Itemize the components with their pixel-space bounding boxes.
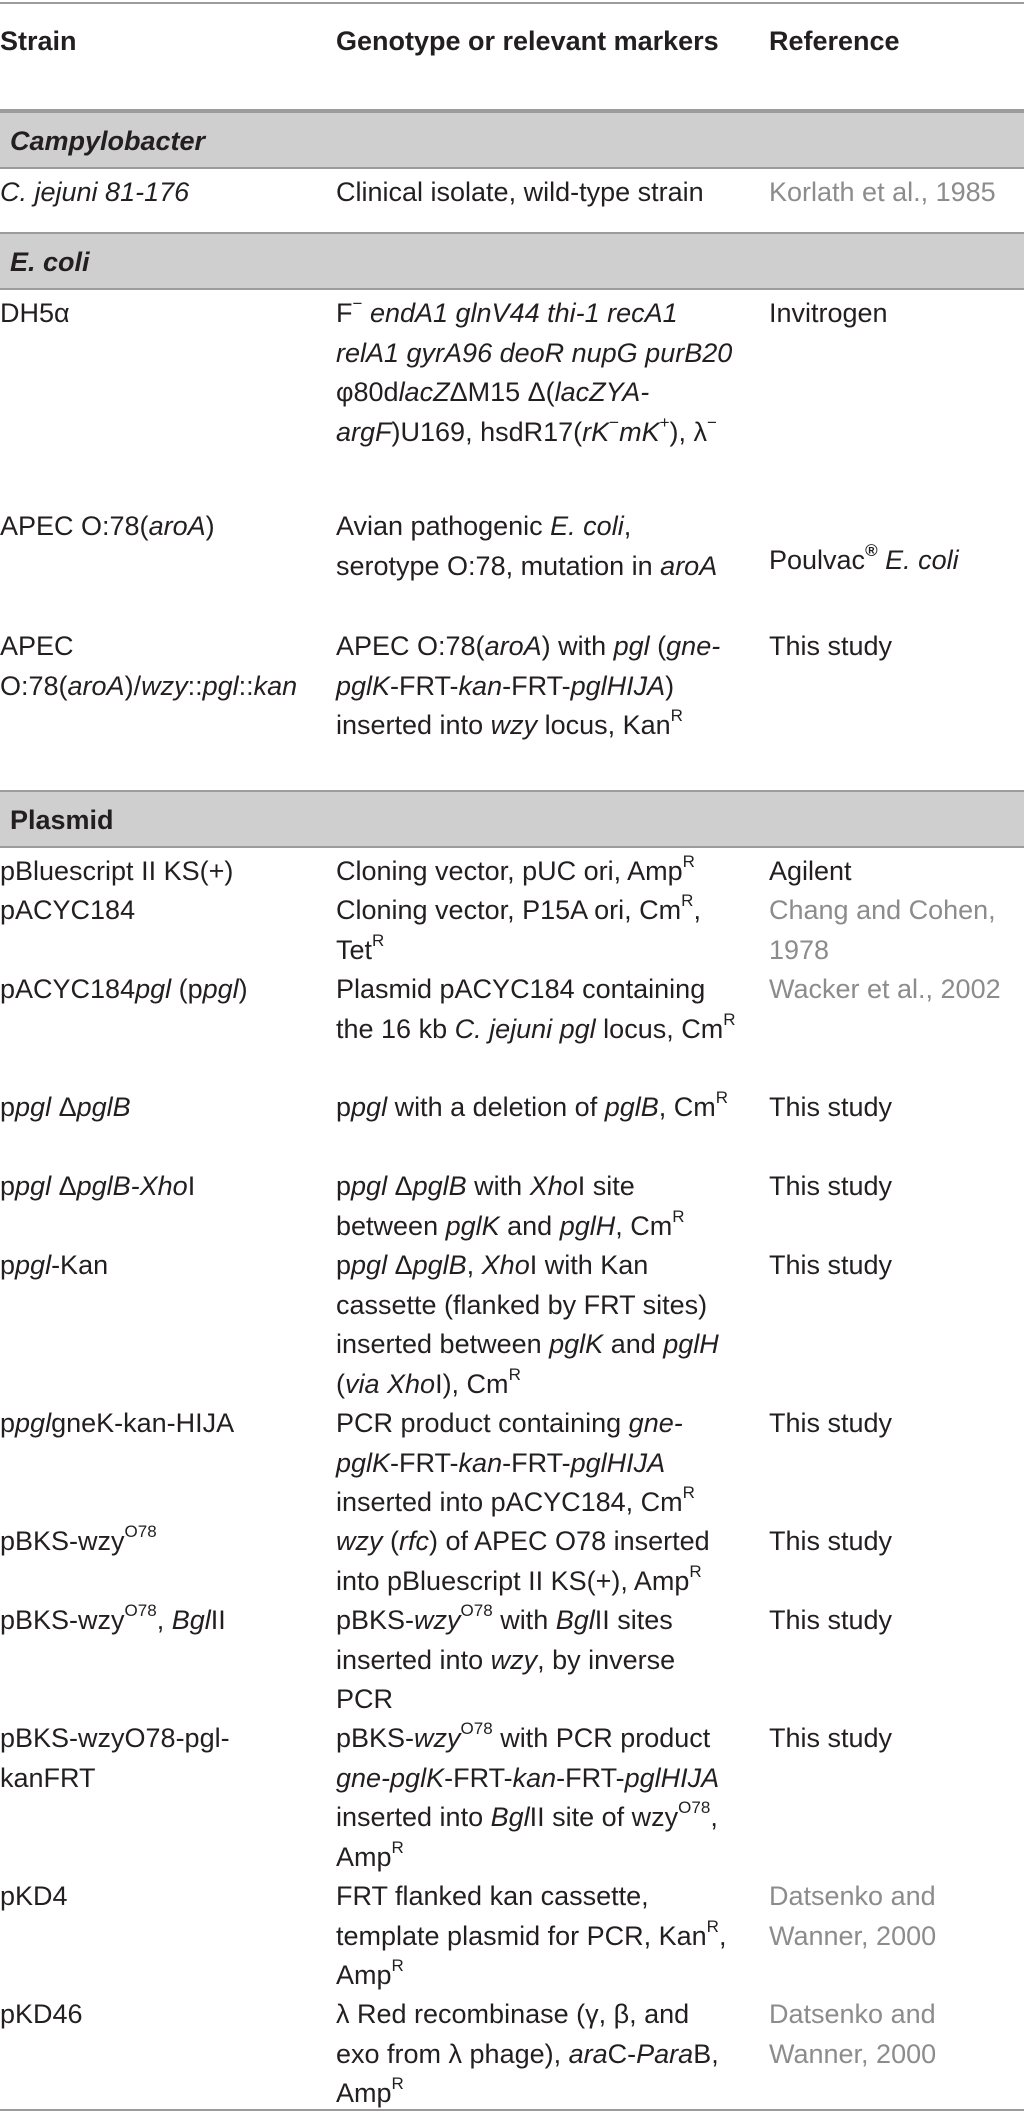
section-campylobacter <box>0 111 1024 169</box>
reference-cell: This study <box>769 631 893 661</box>
table-row <box>0 1400 1024 1518</box>
strain-cell: pACYC184 <box>0 895 136 925</box>
genotype-cell: Cloning vector, P15A ori, $Cm^R$, Tet$^R$ <box>336 891 701 965</box>
reference-link[interactable]: Korlath et al., 1985 <box>769 177 996 207</box>
strain-cell: pKD46 <box>0 1999 83 2029</box>
reference-cell: Agilent <box>769 856 852 886</box>
genotype-cell: pBKS-wzy$^{O78}$ with PCR product gne-pglK-FRT-kan-FRT-pglHIJA inserted into BglII site of wzy$^{O78}$, Amp$^R$ <box>336 1719 720 1872</box>
strain-cell: pBKS-wzy$^{O78}$ <box>0 1522 157 1556</box>
section-title: Plasmid <box>10 805 114 835</box>
genotype-cell: ppgl ΔpglB, XhoI with Kan cassette (flanked by FRT sites) inserted between pglK and pglH (via XhoI), $Cm^R$ <box>336 1250 719 1399</box>
reference-cell: Poulvac® E. coli <box>769 541 959 575</box>
table-row <box>0 1084 1024 1163</box>
reference-cell: Invitrogen <box>769 298 888 328</box>
strain-cell: pACYC184pgl (ppgl) <box>0 974 248 1004</box>
genotype-cell: F− endA1 glnV44 thi-1 recA1 relA1 gyrA96 deoR nupG purB20 φ80dlacZΔM15 Δ(lacZYA-argF)U169, hsdR17(rK−mK+), λ− <box>336 294 733 447</box>
reference-cell: This study <box>769 1526 893 1556</box>
table-row <box>0 1715 1024 1873</box>
strain-cell: C. jejuni 81-176 <box>0 177 190 207</box>
reference-cell: This study <box>769 1092 893 1122</box>
genotype-cell: λ Red recombinase (γ, β, and exo from λ phage), araC-ParaB, Amp$^R$ <box>336 1999 719 2108</box>
strain-cell: ppgl ΔpglB <box>0 1092 131 1122</box>
genotype-cell: Avian pathogenic E. coli, serotype O:78, mutation in aroA <box>336 511 718 581</box>
strain-cell: DH5α <box>0 298 70 328</box>
genotype-cell: ppgl with a deletion of pglB, $Cm^R$ <box>336 1088 729 1122</box>
table-row <box>0 290 1024 503</box>
table-row <box>0 848 1024 887</box>
reference-link[interactable]: Chang and Cohen, 1978 <box>769 895 996 965</box>
genotype-cell: Cloning vector, pUC ori, Amp$^R$ <box>336 852 695 886</box>
section-ecoli <box>0 232 1024 290</box>
genotype-cell: FRT flanked kan cassette, template plasmid for PCR, Kan$^R$, Amp$^R$ <box>336 1881 727 1990</box>
table-row <box>0 1163 1024 1242</box>
header-strain: Strain <box>0 26 77 56</box>
reference-cell: This study <box>769 1723 893 1753</box>
genotype-cell: wzy (rfc) of APEC O78 inserted into pBluescript II KS(+), Amp$^R$ <box>336 1526 710 1596</box>
reference-link[interactable]: Wacker et al., 2002 <box>769 974 1001 1004</box>
strain-cell: pBluescript II KS(+) <box>0 856 234 886</box>
section-title: E. coli <box>10 247 90 277</box>
top-rule <box>0 2 1024 4</box>
strain-cell: pBKS-wzy$^{O78}$, BglII <box>0 1601 226 1635</box>
genotype-cell: PCR product containing gne-pglK-FRT-kan-FRT-pglHIJA inserted into pACYC184, $Cm^R$ <box>336 1408 695 1517</box>
table-row <box>0 1242 1024 1400</box>
table-row <box>0 966 1024 1084</box>
header-reference: Reference <box>769 26 900 56</box>
strain-cell: ppglgneK-kan-HIJA <box>0 1408 235 1438</box>
table-header <box>0 0 1024 111</box>
genotype-cell: pBKS-wzy$^{O78}$ with BglII sites inserted into wzy, by inverse PCR <box>336 1601 676 1714</box>
reference-cell: This study <box>769 1171 893 1201</box>
reference-link[interactable]: Datsenko and Wanner, 2000 <box>769 1999 937 2069</box>
strain-cell: ppgl ΔpglB-XhoI <box>0 1171 196 1201</box>
genotype-cell: APEC O:78(aroA) with pgl (gne-pglK-FRT-kan-FRT-pglHIJA) inserted into wzy locus, Kan$^R$ <box>336 631 721 740</box>
table-row <box>0 1991 1024 2109</box>
strain-cell: ppgl-Kan <box>0 1250 109 1280</box>
table-row <box>0 623 1024 790</box>
section-title: Campylobacter <box>10 126 206 156</box>
strain-cell: APEC O:78(aroA)/wzy::pgl::kan <box>0 631 298 701</box>
strain-cell: APEC O:78(aroA) <box>0 511 215 541</box>
genotype-cell: Plasmid pACYC184 containing the 16 kb C. jejuni pgl locus, $Cm^R$ <box>336 974 736 1044</box>
table-row <box>0 503 1024 623</box>
header-genotype: Genotype or relevant markers <box>336 26 719 56</box>
reference-link[interactable]: Datsenko and Wanner, 2000 <box>769 1881 937 1951</box>
table-row <box>0 1873 1024 1991</box>
strain-cell: pBKS-wzyO78-pgl-kanFRT <box>0 1723 230 1793</box>
strain-cell: pKD4 <box>0 1881 68 1911</box>
table-row <box>0 887 1024 966</box>
genotype-cell: Clinical isolate, wild-type strain <box>336 177 704 207</box>
section-plasmid <box>0 790 1024 848</box>
table-row <box>0 169 1024 232</box>
reference-cell: This study <box>769 1408 893 1438</box>
reference-cell: This study <box>769 1250 893 1280</box>
table-row <box>0 1518 1024 1597</box>
reference-cell: This study <box>769 1605 893 1635</box>
genotype-cell: ppgl ΔpglB with XhoI site between pglK and pglH, $Cm^R$ <box>336 1171 685 1241</box>
table-row <box>0 1597 1024 1715</box>
